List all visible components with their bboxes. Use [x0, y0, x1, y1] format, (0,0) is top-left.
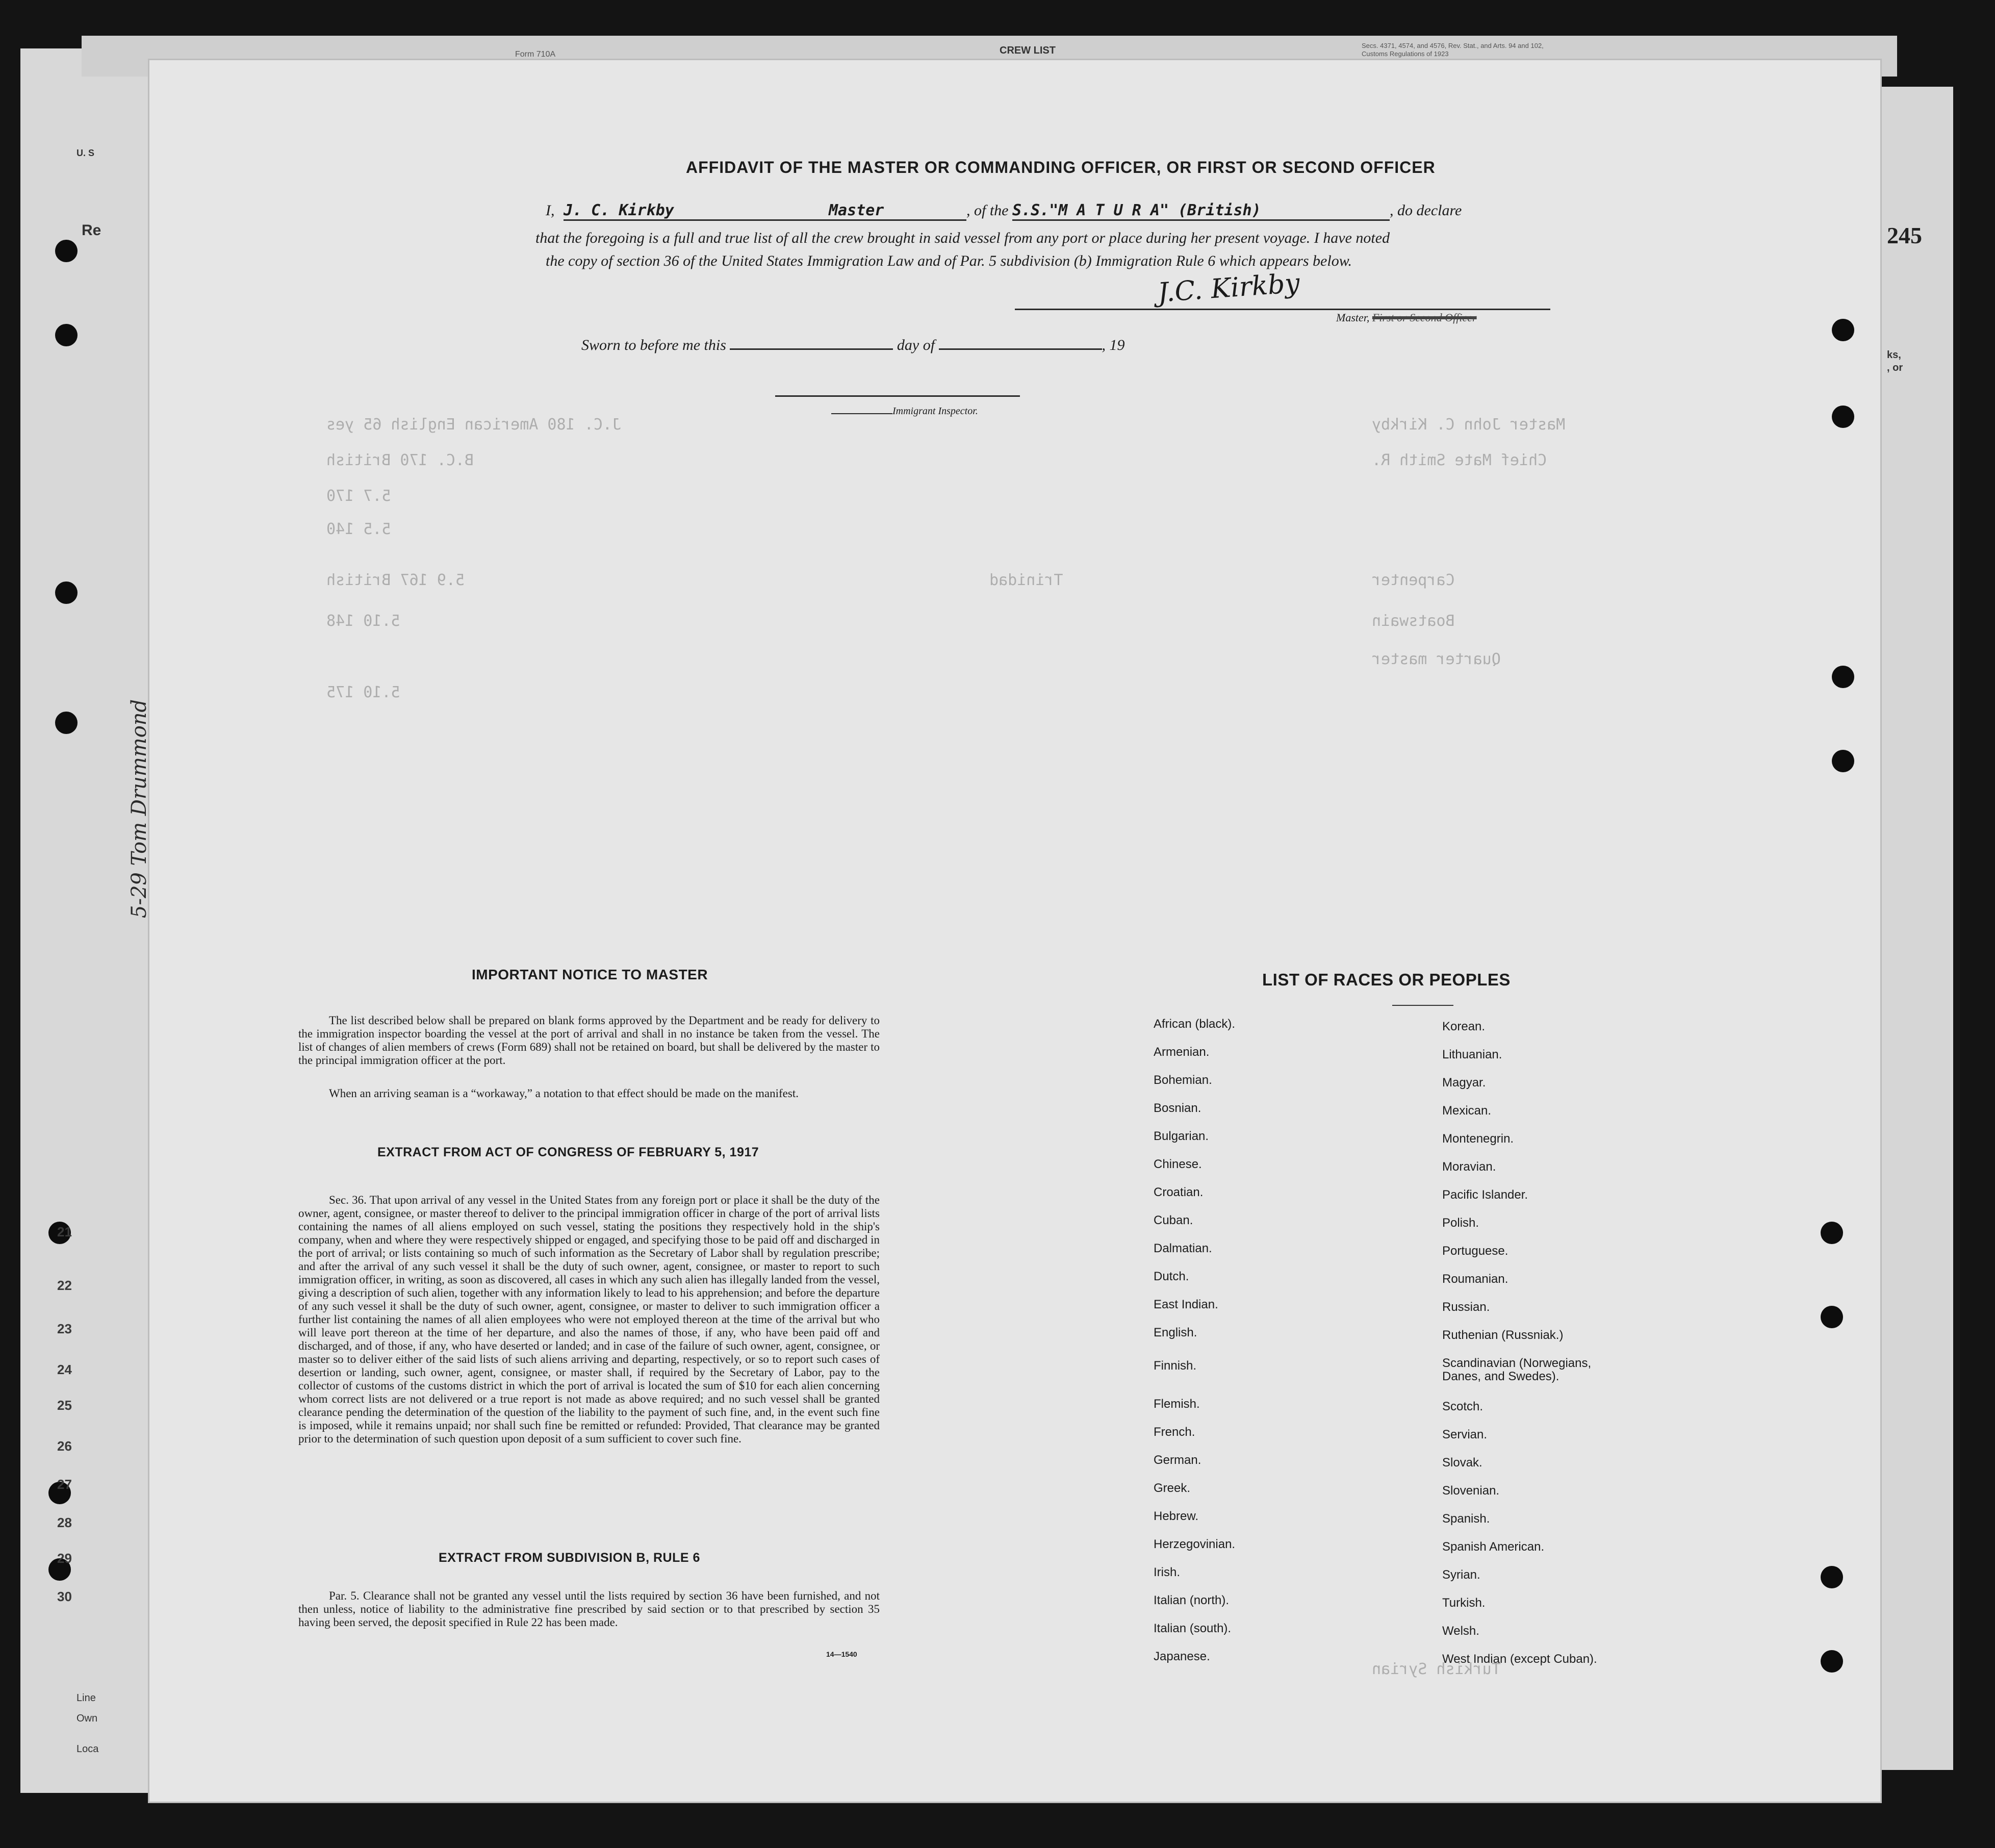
bleed-through-row: Boatswain [1372, 612, 1455, 630]
race-item: Spanish American. [1442, 1540, 1545, 1554]
bleed-through-row: Turkish Syrian [1372, 1660, 1501, 1678]
row-number: 27 [57, 1477, 72, 1492]
race-item: Polish. [1442, 1216, 1479, 1230]
race-item: Portuguese. [1442, 1244, 1508, 1258]
row-number: 21 [57, 1224, 72, 1239]
year-label: , 19 [1102, 337, 1125, 353]
struck-officer-text: First or Second Officer [1372, 311, 1477, 324]
race-item: Italian (north). [1154, 1593, 1230, 1607]
race-item: Pacific Islander. [1442, 1188, 1528, 1202]
race-item: Mexican. [1442, 1104, 1492, 1118]
inspector-line [775, 395, 1020, 397]
punch-hole [1832, 319, 1854, 341]
signature-line [1015, 309, 1550, 310]
rank: Master [829, 201, 966, 221]
race-item: West Indian (except Cuban). [1442, 1652, 1597, 1666]
extract-2-body: Par. 5. Clearance shall not be granted any vessel until the lists required by section 36 have been furnished, and not then unless, notice of liability to the administrative fine prescribed by said section or to that prescribed by section 35 having been served, the deposit specified in Rule 22 has been made. [298, 1589, 880, 1629]
race-item: Moravian. [1442, 1160, 1496, 1174]
races-title-rule [1392, 1005, 1453, 1006]
bleed-through-row: 5.9 167 British [326, 571, 465, 589]
notice-title: IMPORTANT NOTICE TO MASTER [472, 967, 708, 982]
race-item: Japanese. [1154, 1650, 1210, 1663]
notice-paragraph-2: When an arriving seaman is a “workaway,” a notation to that effect should be made on the manifest. [329, 1087, 799, 1100]
punch-hole [55, 712, 78, 734]
race-item: Scandinavian (Norwegians, Danes, and Swedes). [1442, 1356, 1592, 1383]
affidavit-line-3: the copy of section 36 of the United States Immigration Law and of Par. 5 subdivision (b) Immigration Rule 6 which appears below. [546, 252, 1352, 269]
row-number: 25 [57, 1398, 72, 1413]
race-item: English. [1154, 1326, 1197, 1339]
race-item: East Indian. [1154, 1298, 1218, 1311]
race-item: Armenian. [1154, 1045, 1210, 1059]
row-number: 24 [57, 1362, 72, 1377]
day-of-label: day of [897, 337, 935, 353]
form-name: CREW LIST [1000, 45, 1056, 56]
punch-hole [55, 581, 78, 604]
extract-1-body: Sec. 36. That upon arrival of any vessel in the United States from any foreign port or place it shall be the duty of the owner, agent, consignee, or master thereof to deliver to the principal immigration officer in charge of the port of arrival lists containing the names of all aliens employed on such vessel, stating the positions they respectively hold in the ship's company, when and where they were respectively shipped or engaged, and specifying those to be paid off and discharged in the port of arrival; or lists containing so much of such information as the Secretary of Labor shall by regulation prescribe; and after the arrival of any such vessel it shall be the duty of such owner, agent, consignee, or master to report to such immigration officer, in writing, as soon as discovered, all cases in which any such alien has illegally landed from the vessel, giving a description of such alien, together with any information likely to lead to his apprehension; and before the departure of any such vessel it shall be the duty of such owner, agent, consignee, or master to deliver to such immigration officer a further list containing the names of all alien employees who were not employed thereon at the time of the arrival but who will leave port thereon at the time of her departure, and also the names of those, if any, who have been paid off and discharged, and of those, if any, who have deserted or landed; and in case of the failure of such owner, agent, consignee, or master so to deliver either of the said lists of such aliens arriving and departing, respectively, or so to report such cases of desertion or landing, such owner, agent, consignee, or master shall, if required by the Secretary of Labor, pay to the collector of customs of the customs district in which the port of arrival is located the sum of $10 for each alien concerning whom correct lists are not delivered or a true report is not made as above required; and no such vessel shall be granted clearance pending the determination of the question of the liability to the payment of such fine, and, in the event such fine is imposed, while it remains unpaid; nor shall such fine be remitted or refunded: Provided, That clearance may be granted prior to the determination of such question upon deposit of a sum sufficient to cover such fine. [298, 1194, 880, 1445]
bleed-through-row: 5.10 148 [326, 612, 400, 630]
of-the-label: , of the [966, 202, 1009, 219]
bleed-through-row: Master John C. Kirkby [1372, 416, 1566, 434]
left-margin-label-us: U. S [76, 148, 95, 158]
crew-list-page [148, 59, 1922, 1803]
inspector-label [831, 406, 978, 417]
master-signature: J.C. Kirkby [1157, 268, 1301, 309]
race-item: Ruthenian (Russniak.) [1442, 1328, 1564, 1342]
race-item: Dutch. [1154, 1270, 1189, 1283]
race-item: Chinese. [1154, 1157, 1202, 1171]
master-name: J. C. Kirkby [564, 201, 829, 221]
punch-hole [1832, 750, 1854, 772]
extract-1-title: EXTRACT FROM ACT OF CONGRESS OF FEBRUARY 5, 1917 [377, 1145, 759, 1159]
race-item: Italian (south). [1154, 1622, 1232, 1635]
bleed-through-row: Quarter master [1372, 650, 1501, 668]
notice-paragraph-1: The list described below shall be prepared on blank forms approved by the Department and be ready for delivery to the immigration inspector boarding the vessel at the port of arrival and shall in no instance be taken from the vessel. The list of changes of alien members of crews (Form 689) shall not be retained on board, but shall be delivered by the master to the principal immigration officer at the port. [298, 1014, 880, 1067]
race-item: Bosnian. [1154, 1101, 1201, 1115]
right-margin-label-or: , or [1887, 362, 1903, 373]
race-item: Lithuanian. [1442, 1048, 1502, 1061]
row-number: 29 [57, 1551, 72, 1566]
race-item: Croatian. [1154, 1185, 1204, 1199]
affidavit-title: AFFIDAVIT OF THE MASTER OR COMMANDING OFFICER, OR FIRST OR SECOND OFFICER [686, 158, 1436, 176]
race-item: Spanish. [1442, 1512, 1490, 1526]
race-item: Roumanian. [1442, 1272, 1508, 1286]
race-item: Cuban. [1154, 1213, 1193, 1227]
punch-hole [55, 240, 78, 262]
bleed-through-row: Carpenter [1372, 571, 1455, 589]
row-number: 28 [57, 1515, 72, 1530]
do-declare-label: , do declare [1390, 202, 1462, 219]
punch-hole [1832, 666, 1854, 688]
statutes: Secs. 4371, 4574, and 4576, Rev. Stat., and Arts. 94 and 102, Customs Regulations of 1923 [1362, 42, 1544, 58]
race-item: Scotch. [1442, 1400, 1484, 1413]
vessel-name: S.S."M A T U R A" (British) [1012, 201, 1390, 221]
bleed-through-row: 5.10 175 [326, 683, 400, 701]
race-item: Bohemian. [1154, 1073, 1212, 1087]
affidavit-line-2: that the foregoing is a full and true list of all the crew brought in said vessel from any port or place during her present voyage. I have noted [535, 230, 1390, 246]
race-item: Dalmatian. [1154, 1242, 1212, 1255]
race-item: Bulgarian. [1154, 1129, 1209, 1143]
race-item: Russian. [1442, 1300, 1490, 1314]
form-number: Form 710A [515, 50, 556, 59]
race-item: Syrian. [1442, 1568, 1480, 1582]
extract-2-title: EXTRACT FROM SUBDIVISION B, RULE 6 [439, 1551, 700, 1565]
print-code: 14—1540 [826, 1650, 857, 1658]
punch-hole [1821, 1306, 1843, 1328]
left-margin-label-re: Re [82, 222, 101, 239]
punch-hole [1821, 1566, 1843, 1588]
race-item: French. [1154, 1425, 1195, 1439]
race-item: Irish. [1154, 1565, 1181, 1579]
page-number: 245 [1887, 222, 1922, 248]
race-item: Servian. [1442, 1428, 1488, 1441]
race-item: Montenegrin. [1442, 1132, 1514, 1146]
race-item: Herzegovinian. [1154, 1537, 1236, 1551]
race-item: Finnish. [1154, 1359, 1197, 1373]
race-item: Hebrew. [1154, 1509, 1199, 1523]
inspector-text: Immigrant Inspector. [892, 406, 978, 417]
punch-hole [55, 324, 78, 346]
left-margin-label-line: Line [76, 1692, 96, 1704]
sworn-label: Sworn to before me this [581, 337, 726, 353]
punch-hole [1821, 1222, 1843, 1244]
race-item: African (black). [1154, 1017, 1236, 1031]
bleed-through-row: J.C. 180 American English 65 yes [326, 416, 621, 434]
row-number: 26 [57, 1438, 72, 1454]
race-item: German. [1154, 1453, 1201, 1467]
master-label: Master, [1336, 311, 1370, 324]
punch-hole [1832, 406, 1854, 428]
bleed-through-row: 5.5 140 [326, 520, 391, 538]
day-blank [939, 348, 1102, 350]
sworn-blank [730, 348, 893, 350]
affidavit-line-1 [546, 201, 1462, 221]
race-item: Greek. [1154, 1481, 1191, 1495]
race-item: Turkish. [1442, 1596, 1486, 1610]
races-title: LIST OF RACES OR PEOPLES [1262, 970, 1511, 989]
bleed-through-row: 5.7 170 [326, 487, 391, 505]
race-item: Flemish. [1154, 1397, 1200, 1411]
row-number: 30 [57, 1589, 72, 1604]
i-label: I, [546, 202, 555, 219]
race-item: Slovak. [1442, 1456, 1482, 1470]
row-number: 22 [57, 1278, 72, 1293]
handwritten-note: 5-29 Tom Drummond [127, 699, 151, 918]
row-number: 23 [57, 1321, 72, 1336]
bleed-through-row: B.C. 170 British [326, 451, 474, 469]
left-margin-label-loca: Loca [76, 1743, 99, 1755]
sworn-line [581, 337, 1125, 354]
race-item: Magyar. [1442, 1076, 1486, 1090]
bleed-through-row: Trinidad [989, 571, 1063, 589]
punch-hole [1821, 1650, 1843, 1673]
left-margin-label-own: Own [76, 1713, 98, 1724]
bleed-through-row: Chief Mate Smith R. [1372, 451, 1547, 469]
right-margin-label-ks: ks, [1887, 349, 1901, 361]
race-item: Slovenian. [1442, 1484, 1500, 1498]
race-item: Korean. [1442, 1020, 1486, 1033]
signature-trailer [1336, 311, 1477, 324]
race-item: Welsh. [1442, 1624, 1479, 1638]
